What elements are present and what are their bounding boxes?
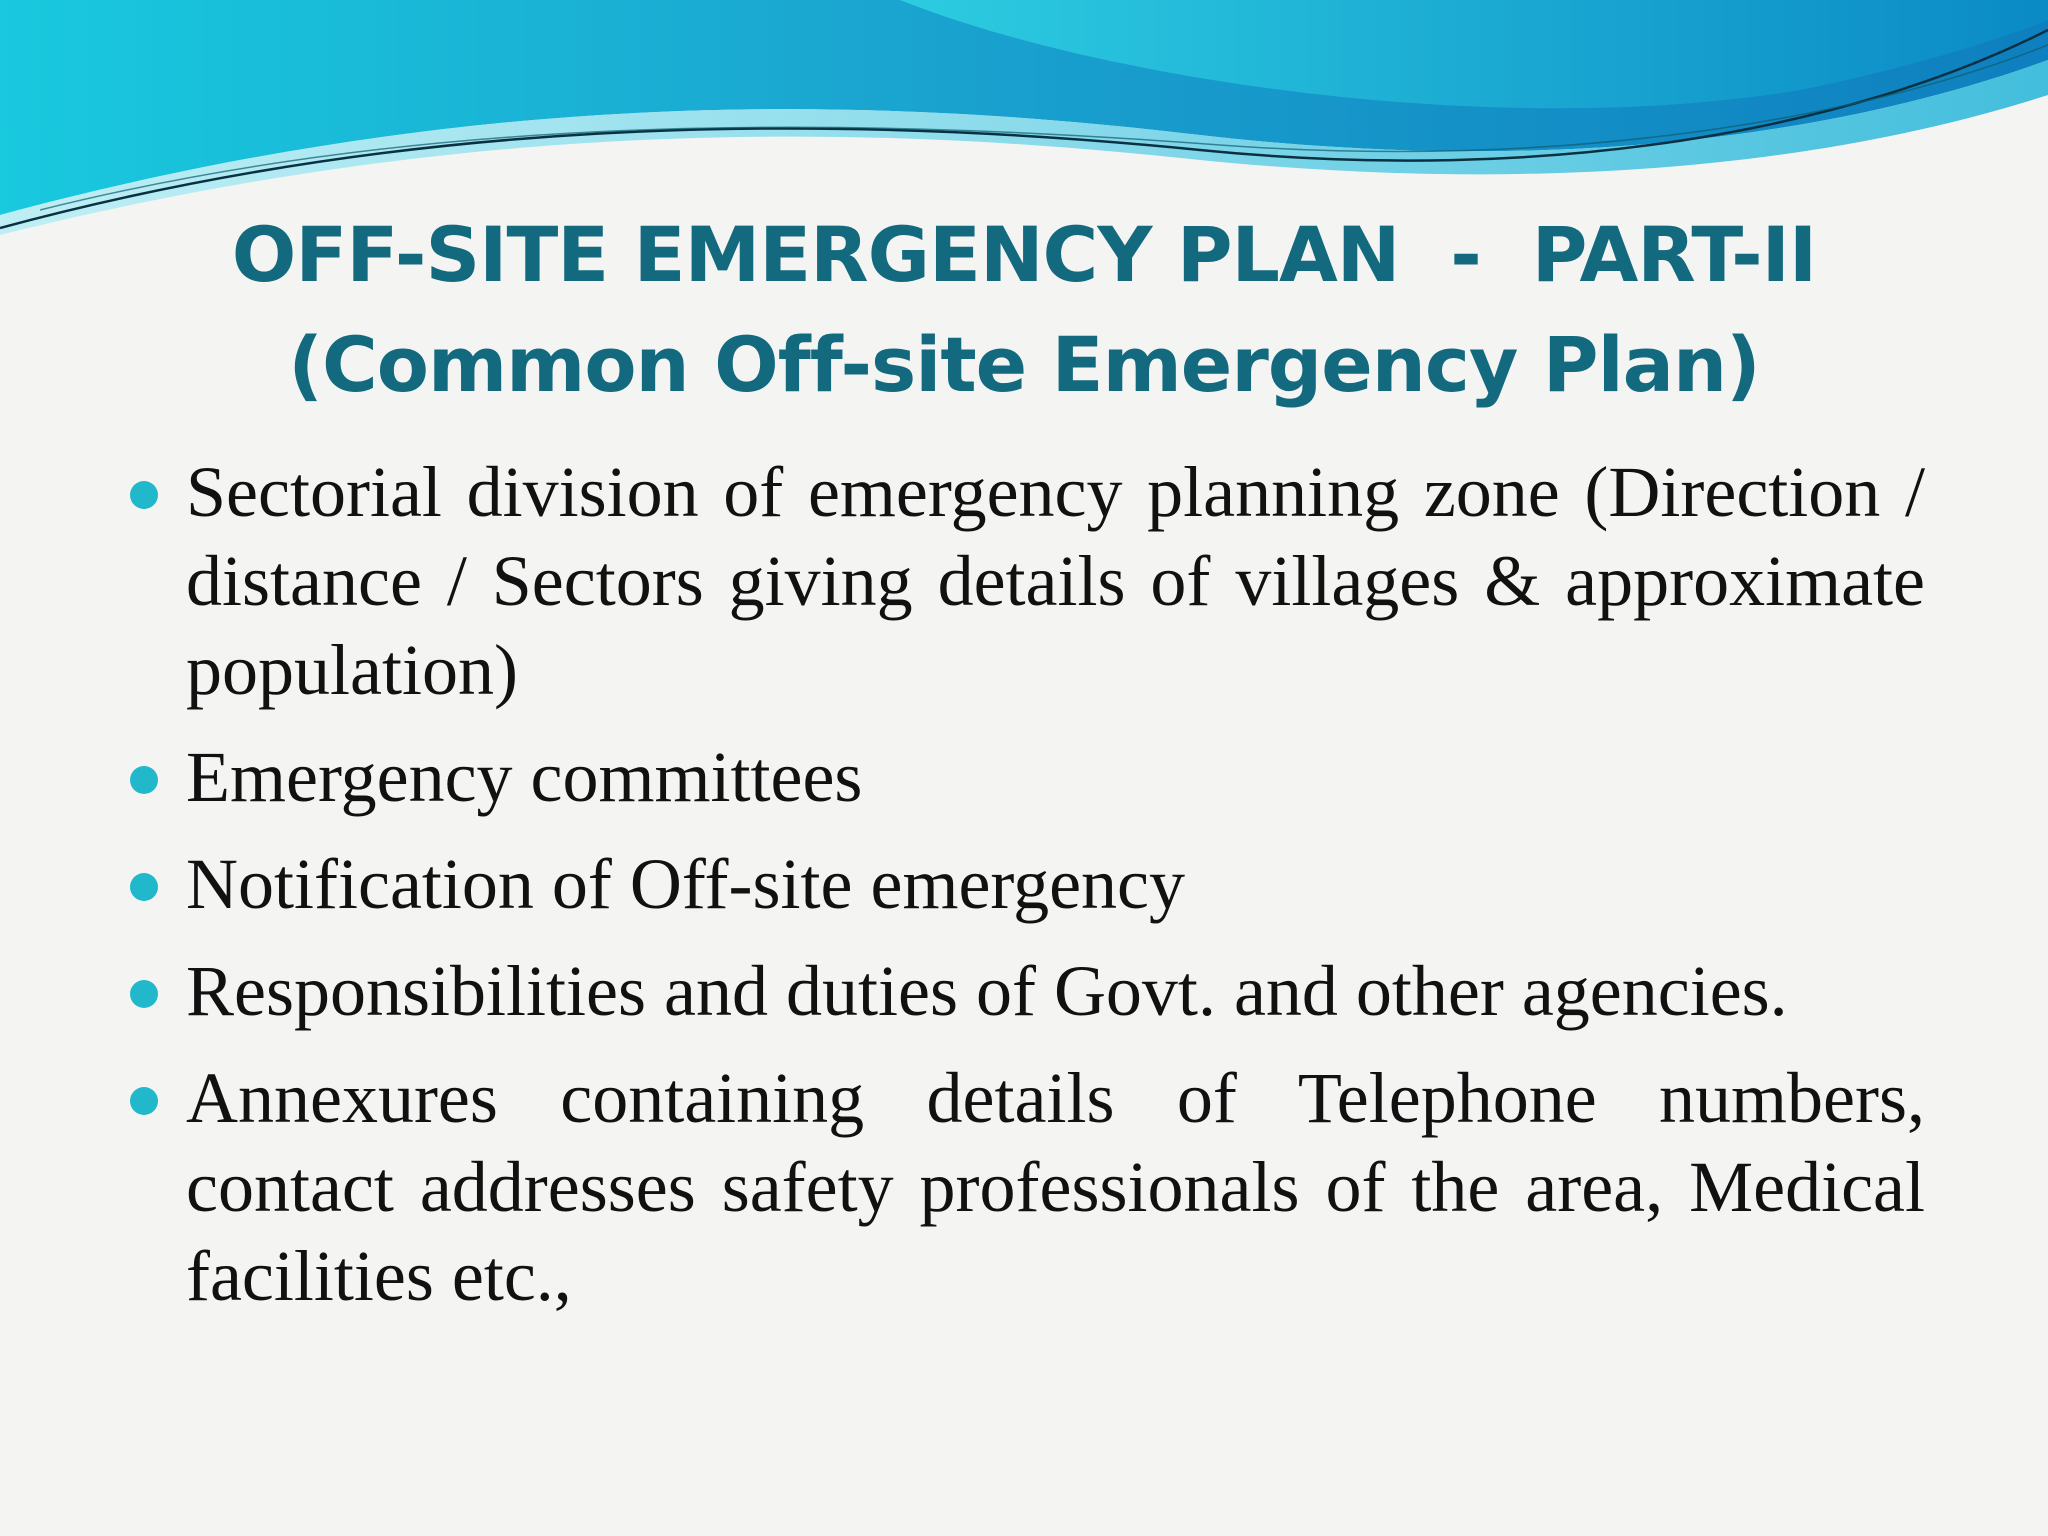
bullet-dot-icon [130, 873, 158, 901]
bullet-dot-icon [130, 980, 158, 1008]
bullet-dot-icon [130, 481, 158, 509]
bullet-text: Annexures containing details of Telephone numbers, contact addresses safety professionals of the area, Medical facilities etc., [186, 1058, 1925, 1316]
bullet-item [130, 1054, 1925, 1321]
bullet-dot-icon [130, 766, 158, 794]
bullet-text: Emergency committees [186, 737, 863, 817]
title-line-subtitle: (Common Off-site Emergency Plan) [288, 320, 1760, 409]
bullet-dot-icon [130, 1087, 158, 1115]
title-line-main: OFF-SITE EMERGENCY PLAN - PART-II [231, 210, 1817, 299]
bullet-item [130, 448, 1925, 715]
bullet-text: Notification of Off-site emergency [186, 844, 1185, 924]
bullet-text: Responsibilities and duties of Govt. and other agencies. [186, 951, 1788, 1031]
slide-title [0, 200, 2048, 420]
bullet-item [130, 733, 1925, 822]
bullet-list [130, 448, 1925, 1339]
bullet-text: Sectorial division of emergency planning zone (Direction / distance / Sectors giving details of villages & approximate population) [186, 452, 1925, 710]
bullet-item [130, 947, 1925, 1036]
bullet-item [130, 840, 1925, 929]
